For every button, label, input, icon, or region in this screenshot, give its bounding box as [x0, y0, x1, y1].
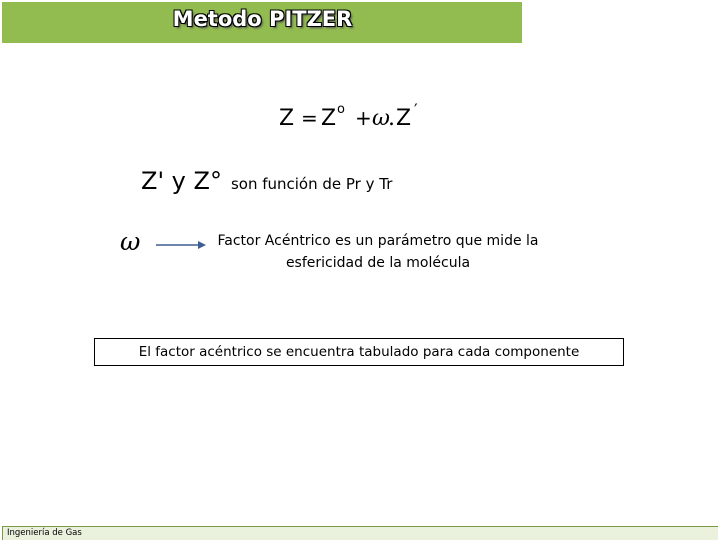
footer-text: Ingeniería de Gas — [7, 528, 82, 538]
omega-desc-line1: Factor Acéntrico es un parámetro que mide la — [217, 233, 539, 249]
formula-omega: ω — [372, 106, 390, 131]
note-box: El factor acéntrico se encuentra tabulado para cada componente — [94, 338, 624, 366]
formula-term2-prime: ′ — [414, 100, 418, 119]
formula-lhs: Z — [279, 106, 295, 131]
formula-term1: Z — [321, 106, 337, 131]
omega-symbol: ω — [120, 227, 141, 256]
omega-description — [188, 230, 568, 274]
slide-title: Metodo PITZER — [172, 7, 353, 31]
omega-desc-line2: esfericidad de la molécula — [285, 255, 471, 271]
z-terms: Z' y Z° — [141, 167, 222, 195]
z-line-text: son función de Pr y Tr — [230, 175, 393, 193]
formula-equals: = — [301, 106, 318, 130]
footer-bar — [2, 526, 718, 540]
z-line — [141, 167, 392, 195]
formula-dot: . — [388, 106, 395, 131]
formula-term1-sup: o — [337, 102, 345, 117]
formula-term2: Z — [396, 106, 412, 131]
formula-plus: + — [355, 106, 372, 130]
